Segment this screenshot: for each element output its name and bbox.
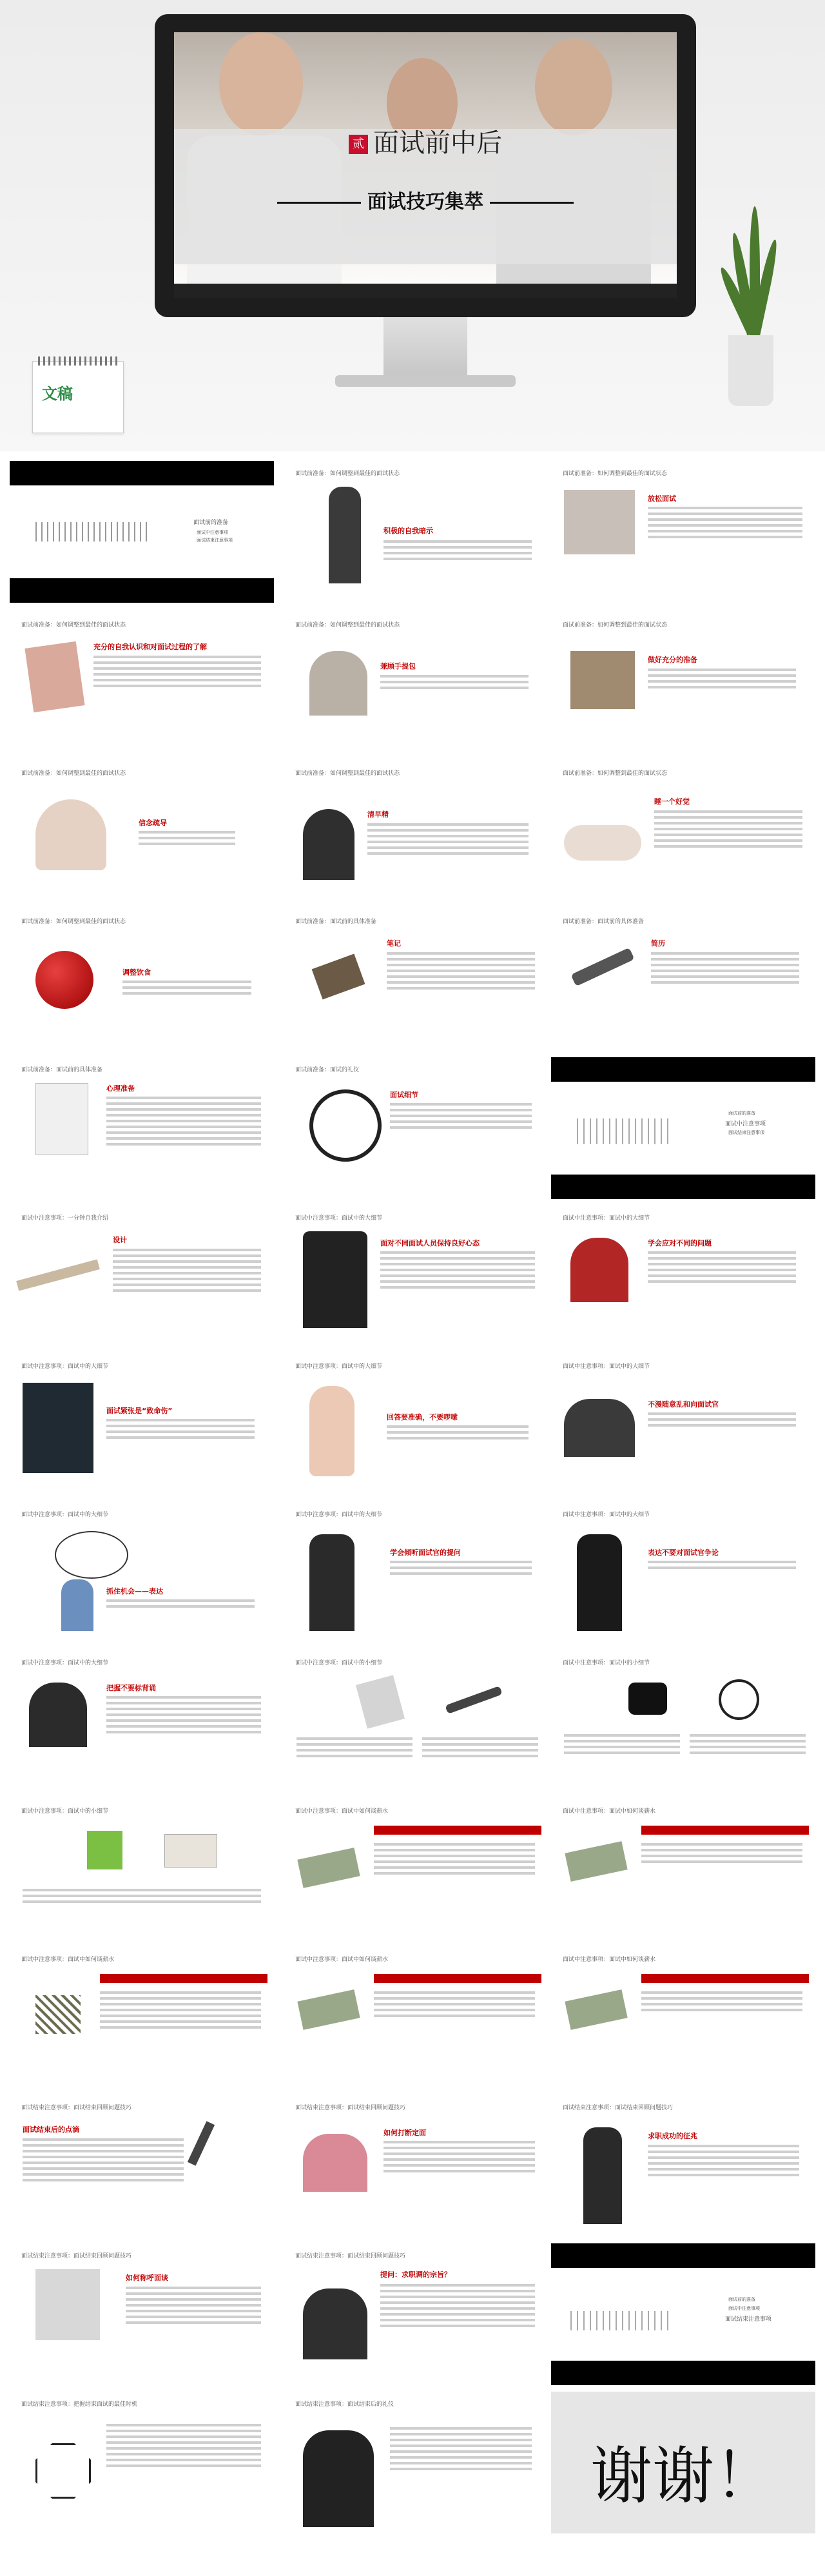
slide-thanks <box>551 2392 815 2533</box>
monitor-base <box>335 375 516 387</box>
slide-before-2: 面试前准备：如何调整到最佳的面试状态 放松面试 <box>551 461 815 603</box>
monitor-stand <box>383 317 467 375</box>
slide-during-15: 面试中注意事项：面试中如何谈薪水 <box>551 1799 815 1940</box>
slide-before-3: 面试前准备：如何调整到最佳的面试状态 充分的自我认识和对面试过程的了解 <box>10 612 274 754</box>
slide-during-5: 面试中注意事项：面试中的大细节 回答要准确，不要啰嗦 <box>284 1354 548 1496</box>
slide-during-10: 面试中注意事项：面试中的大细节 把握不要标背诵 <box>10 1650 274 1792</box>
plant-decoration <box>719 193 783 406</box>
slide-during-17: 面试中注意事项：面试中如何谈薪水 <box>284 1947 548 2089</box>
cover-title: 贰 面试前中后 <box>155 122 696 159</box>
desk-calendar <box>32 361 124 433</box>
seal-icon: 贰 <box>349 135 368 154</box>
slide-agenda-1: 面试前的准备 面试中注意事项 面试结束注意事项 <box>10 461 274 603</box>
slide-after-2: 面试结束注意事项：面试结束回顾问题技巧 如何打断定面 <box>284 2095 548 2237</box>
slide-before-11: 面试前准备：面试前的具体准备 简历 <box>551 909 815 1051</box>
slide-after-3: 面试结束注意事项：面试结束回顾问题技巧 求职成功的征兆 <box>551 2095 815 2237</box>
calendar-logo: 文稿 <box>42 385 73 403</box>
slide-during-11: 面试中注意事项：面试中的小细节 <box>284 1650 548 1792</box>
slide-before-6: 面试前准备：如何调整到最佳的面试状态 信念疏导 <box>10 761 274 903</box>
slide-during-3: 面试中注意事项：面试中的大细节 学会应对不同的问题 <box>551 1205 815 1347</box>
slide-during-4: 面试中注意事项：面试中的大细节 面试紧张是“致命伤” <box>10 1354 274 1496</box>
slide-during-12: 面试中注意事项：面试中的小细节 <box>551 1650 815 1792</box>
cover-slide <box>0 0 825 451</box>
slide-before-5: 面试前准备：如何调整到最佳的面试状态 做好充分的准备 <box>551 612 815 754</box>
slide-before-9: 面试前准备：如何调整到最佳的面试状态 调整饮食 <box>10 909 274 1051</box>
slide-during-13: 面试中注意事项：面试中的小细节 <box>10 1799 274 1940</box>
slide-after-6: 面试结束注意事项：把握结束面试的最佳时机 <box>10 2392 274 2533</box>
monitor-frame <box>155 14 696 317</box>
slide-during-7: 面试中注意事项：面试中的大细节 抓住机会——表达 <box>10 1502 274 1644</box>
slide-during-18: 面试中注意事项：面试中如何谈薪水 <box>551 1947 815 2089</box>
slide-after-4: 面试结束注意事项：面试结束回顾问题技巧 如何称呼面谈 <box>10 2243 274 2385</box>
slide-during-9: 面试中注意事项：面试中的大细节 表达不要对面试官争论 <box>551 1502 815 1644</box>
cover-subtitle: 面试技巧集萃 <box>155 186 696 214</box>
slide-after-7: 面试结束注意事项：面试结束后的礼仪 <box>284 2392 548 2533</box>
slide-before-13: 面试前准备：面试的礼仪 面试细节 <box>284 1057 548 1199</box>
thanks-panel <box>551 2392 815 2533</box>
slide-before-4: 面试前准备：如何调整到最佳的面试状态 兼顾手提包 <box>284 612 548 754</box>
slide-before-8: 面试前准备：如何调整到最佳的面试状态 睡一个好觉 <box>551 761 815 903</box>
slide-agenda-3: 面试前的准备 面试中注意事项 面试结束注意事项 <box>551 2243 815 2385</box>
slide-after-5: 面试结束注意事项：面试结束回顾问题技巧 提问：求职调的宗旨？ <box>284 2243 548 2385</box>
thanks-text: 谢谢！ <box>590 2440 776 2512</box>
slide-during-16: 面试中注意事项：面试中如何谈薪水 <box>10 1947 274 2089</box>
slide-before-1: 面试前准备：如何调整到最佳的面试状态 积极的自我暗示 <box>284 461 548 603</box>
screen-bottom-bar <box>174 284 677 298</box>
monitor-screen <box>174 32 677 298</box>
slide-after-1: 面试结束注意事项：面试结束回顾问题技巧 面试结束后的点滴 <box>10 2095 274 2237</box>
slide-agenda-2: 面试前的准备 面试中注意事项 面试结束注意事项 <box>551 1057 815 1199</box>
slide-before-12: 面试前准备：面试前的具体准备 心理准备 <box>10 1057 274 1199</box>
slide-before-10: 面试前准备：面试前的具体准备 笔记 <box>284 909 548 1051</box>
slide-during-1: 面试中注意事项：一分钟自我介绍 设计 <box>10 1205 274 1347</box>
slide-before-7: 面试前准备：如何调整到最佳的面试状态 清早精 <box>284 761 548 903</box>
slide-during-8: 面试中注意事项：面试中的大细节 学会倾听面试官的提问 <box>284 1502 548 1644</box>
slide-during-6: 面试中注意事项：面试中的大细节 不漫随意乱和向面试官 <box>551 1354 815 1496</box>
slide-during-2: 面试中注意事项：面试中的大细节 面对不同面试人员保持良好心态 <box>284 1205 548 1347</box>
slide-during-14: 面试中注意事项：面试中如何谈薪水 <box>284 1799 548 1940</box>
